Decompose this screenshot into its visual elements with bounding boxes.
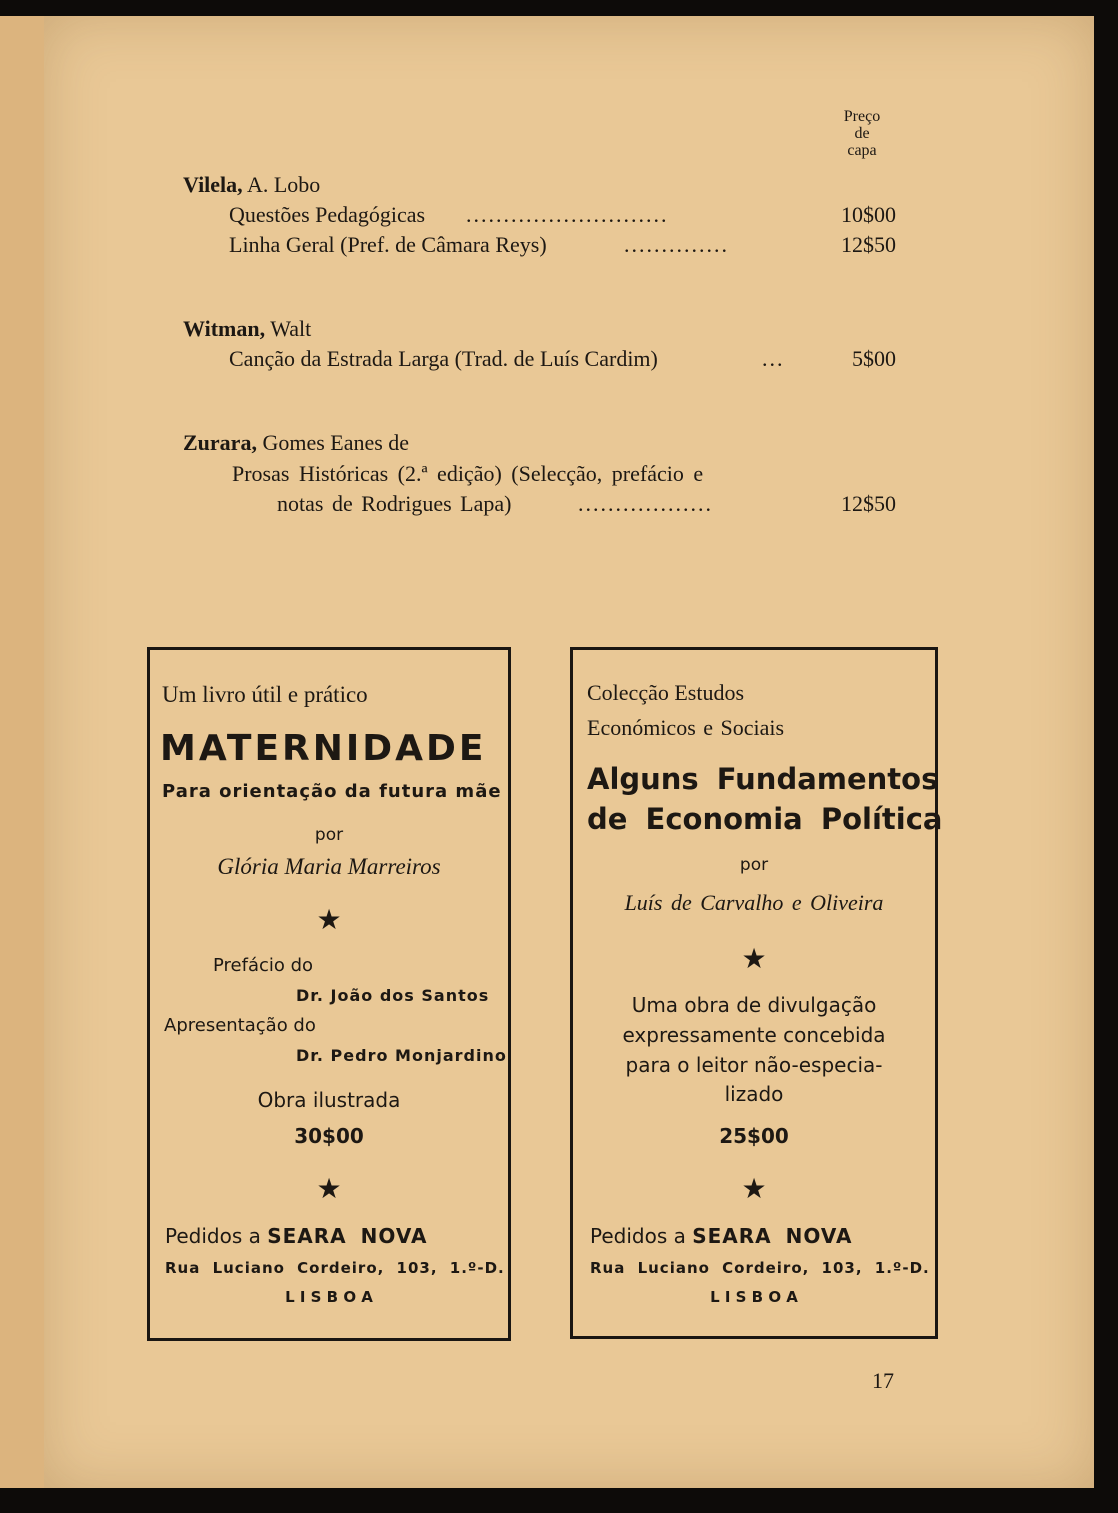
author-line xyxy=(183,428,409,458)
work-price: 12$50 xyxy=(841,232,896,257)
advert-address: Rua Luciano Cordeiro, 103, 1.º-D. xyxy=(165,1259,505,1277)
advert-description-line: Uma obra de divulgação xyxy=(631,993,877,1017)
price-header-line: capa xyxy=(847,142,877,159)
work-title-continuation: notas de Rodrigues Lapa) xyxy=(277,491,512,516)
advert-publisher: SEARA NOVA xyxy=(267,1224,428,1248)
author-surname: Witman, xyxy=(183,316,266,341)
advert-presentation-name: Dr. Pedro Monjardino xyxy=(296,1046,507,1065)
advert-maternidade xyxy=(147,647,511,1341)
advert-city: L I S B O A xyxy=(710,1288,798,1306)
advert-subtitle: Para orientação da futura mãe xyxy=(162,781,502,802)
author-line xyxy=(183,314,311,344)
advert-description-line: expressamente concebida xyxy=(622,1023,886,1047)
author-line xyxy=(183,170,320,200)
advert-title: MATERNIDADE xyxy=(160,728,487,769)
author-given-name: A. Lobo xyxy=(246,172,321,197)
star-icon: ★ xyxy=(316,1172,342,1205)
advert-author: Luís de Carvalho e Oliveira xyxy=(624,890,884,915)
work-title: Prosas Históricas (2.ª edição) (Selecção, prefácio e xyxy=(232,461,704,486)
work-title: Canção da Estrada Larga (Trad. de Luís Cardim) xyxy=(229,346,658,371)
advert-price: 30$00 xyxy=(294,1124,364,1148)
advert-preface-label: Prefácio do xyxy=(213,955,314,976)
work-title: Questões Pedagógicas xyxy=(229,202,426,227)
advert-title-line2: de Economia Política xyxy=(587,802,943,836)
advert-orders-prefix: Pedidos a xyxy=(590,1224,686,1248)
advert-author: Glória Maria Marreiros xyxy=(217,854,441,879)
advert-presentation-label: Apresentação do xyxy=(164,1015,316,1036)
author-given-name: Walt xyxy=(270,316,312,341)
advert-city: L I S B O A xyxy=(285,1288,373,1306)
advert-address: Rua Luciano Cordeiro, 103, 1.º-D. xyxy=(590,1259,930,1277)
star-icon: ★ xyxy=(741,1172,767,1205)
advert-title-line1: Alguns Fundamentos xyxy=(587,762,939,796)
author-surname: Zurara, xyxy=(183,430,257,455)
price-header-line: Preço xyxy=(843,108,881,125)
advert-by: por xyxy=(739,855,769,875)
price-header-line: de xyxy=(854,125,870,142)
advert-orders xyxy=(165,1224,427,1248)
advert-note: Obra ilustrada xyxy=(257,1088,401,1112)
work-price: 10$00 xyxy=(841,202,896,227)
star-icon: ★ xyxy=(741,942,767,975)
advert-intro: Um livro útil e prático xyxy=(162,682,368,707)
work-price: 12$50 xyxy=(841,491,896,516)
author-surname: Vilela, xyxy=(183,172,243,197)
advert-series-line2: Económicos e Sociais xyxy=(587,715,785,740)
book-spine xyxy=(0,16,46,1488)
advert-orders-prefix: Pedidos a xyxy=(165,1224,261,1248)
advert-price: 25$00 xyxy=(719,1124,789,1148)
advert-by: por xyxy=(314,825,344,845)
advert-publisher: SEARA NOVA xyxy=(692,1224,853,1248)
page-number: 17 xyxy=(872,1368,894,1393)
price-column-header xyxy=(838,108,886,159)
work-price: 5$00 xyxy=(852,346,896,371)
leader-dots: ........................... xyxy=(466,202,669,227)
advert-series-line1: Colecção Estudos xyxy=(587,680,745,705)
star-icon: ★ xyxy=(316,903,342,936)
advert-description-line: lizado xyxy=(724,1082,784,1106)
advert-orders xyxy=(590,1224,852,1248)
leader-dots: .............. xyxy=(624,232,729,257)
work-title: Linha Geral (Pref. de Câmara Reys) xyxy=(229,232,547,257)
leader-dots: ... xyxy=(762,346,785,371)
advert-economia xyxy=(570,647,943,1339)
advert-preface-name: Dr. João dos Santos xyxy=(296,986,490,1005)
advert-description-line: para o leitor não-especia- xyxy=(625,1053,883,1077)
leader-dots: .................. xyxy=(578,491,713,516)
author-given-name: Gomes Eanes de xyxy=(262,430,410,455)
